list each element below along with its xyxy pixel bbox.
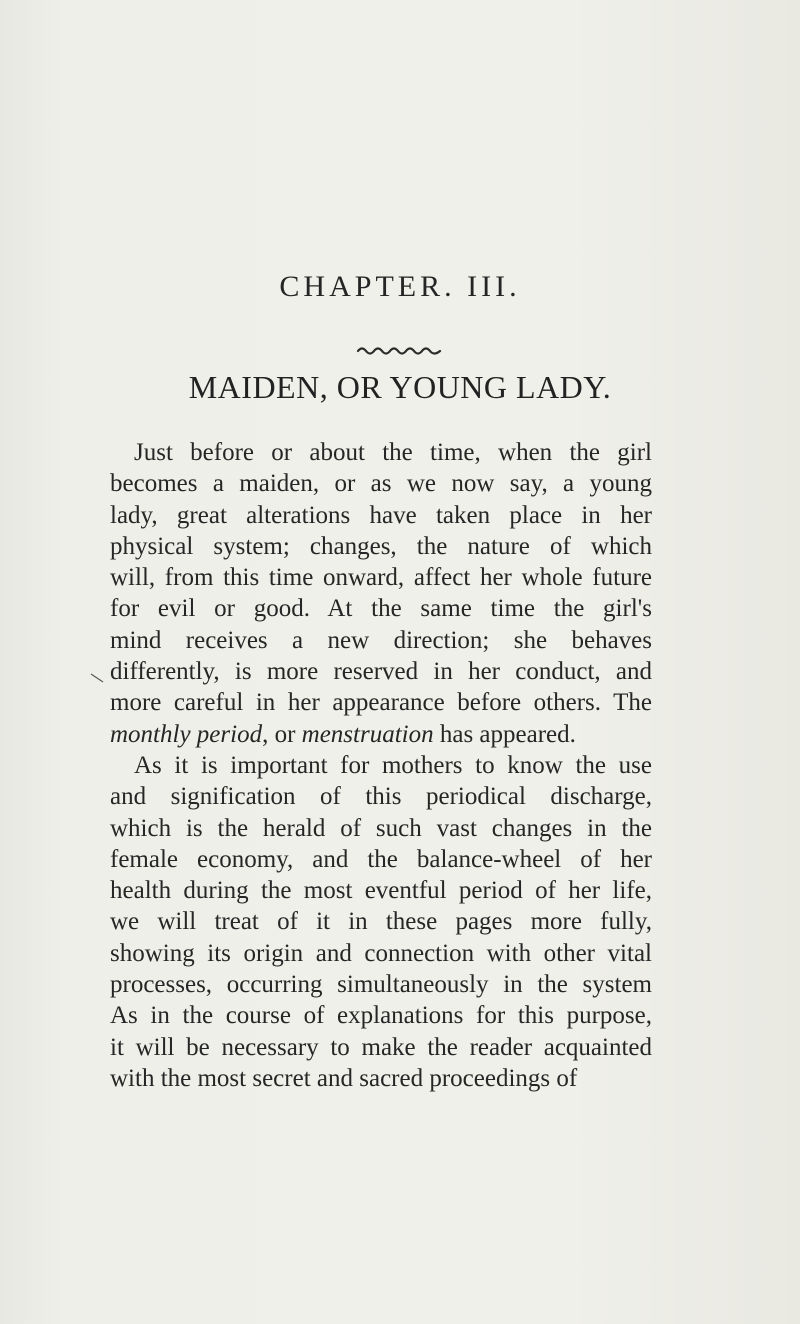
margin-mark: [89, 672, 105, 684]
text-line: with the most secret and sacred proceedings of: [110, 1064, 578, 1092]
chapter-heading: CHAPTER. III.: [279, 270, 521, 303]
text-line: As in the course of explanations for this purpose,: [110, 1002, 652, 1030]
section-title: MAIDEN, OR YOUNG LADY.: [188, 369, 612, 405]
italic-term-monthly-period: monthly period: [110, 720, 263, 748]
text-fragment: , or: [262, 720, 302, 748]
text-line: health during the most eventful period of her life,: [110, 877, 652, 905]
text-line: showing its origin and connection with other vital: [110, 939, 652, 967]
text-line: we will treat of it in these pages more fully,: [110, 908, 652, 936]
text-line: becomes a maiden, or as we now say, a young: [110, 470, 652, 498]
text-line: for evil or good. At the same time the girl's: [110, 595, 652, 623]
text-line: differently, is more reserved in her conduct, and: [110, 658, 652, 686]
text-line: processes, occurring simultaneously in the system: [110, 971, 652, 999]
text-line: lady, great alterations have taken place in her: [110, 501, 652, 529]
text-line: mind receives a new direction; she behaves: [110, 626, 652, 654]
italic-term-menstruation: menstruation: [301, 720, 434, 748]
wavy-rule-ornament: [356, 344, 442, 358]
text-line: it will be necessary to make the reader acquainted: [110, 1033, 652, 1061]
text-line: female economy, and the balance-wheel of her: [110, 845, 652, 873]
text-line: Just before or about the time, when the girl: [134, 439, 652, 466]
text-line: physical system; changes, the nature of which: [110, 532, 652, 560]
text-line: will, from this time onward, affect her whole future: [110, 564, 652, 592]
body-paragraph: [110, 437, 652, 1094]
text-fragment: has appeared.: [433, 720, 576, 748]
text-line: and signification of this periodical discharge,: [110, 783, 652, 811]
text-line: As it is important for mothers to know the use: [134, 751, 652, 779]
text-line-mixed: [110, 719, 652, 750]
text-line: which is the herald of such vast changes in the: [110, 814, 652, 842]
text-line: more careful in her appearance before others. The: [110, 689, 652, 717]
